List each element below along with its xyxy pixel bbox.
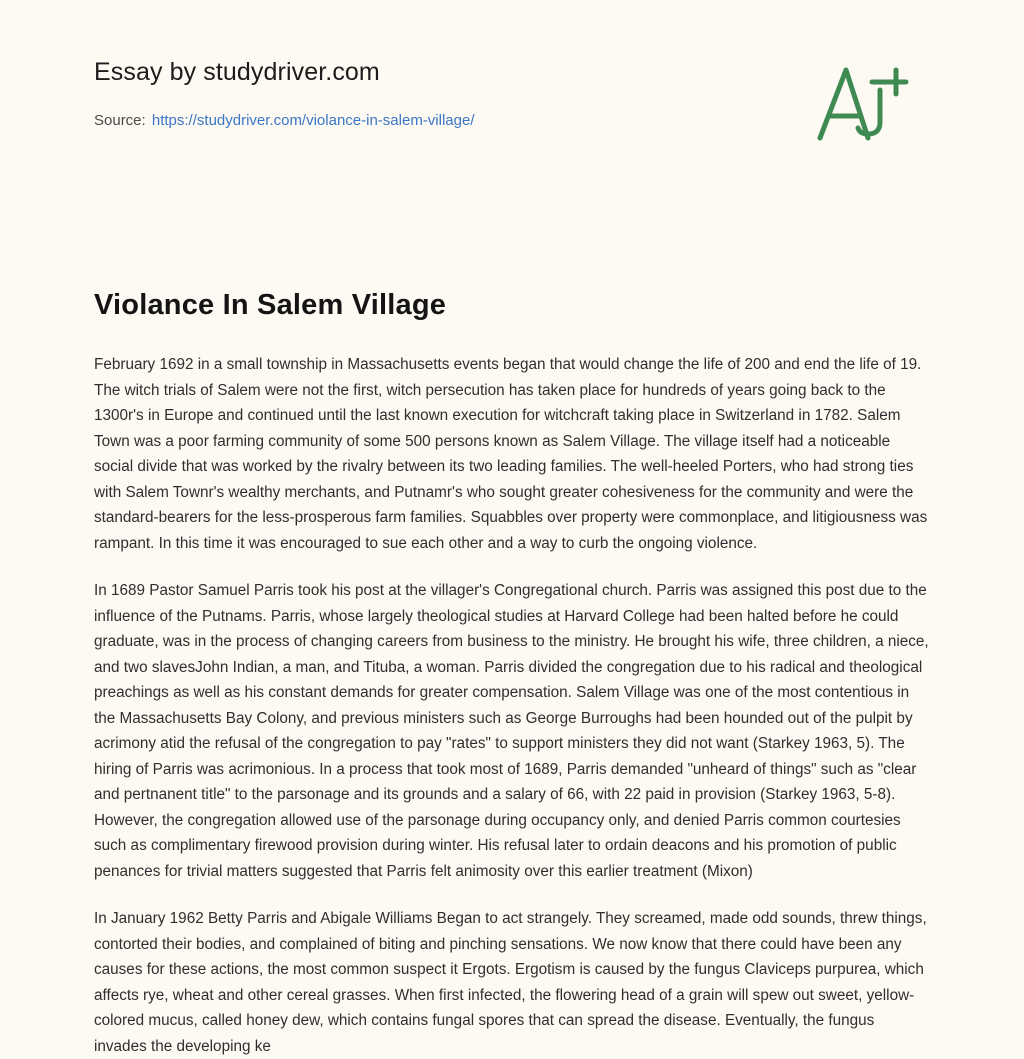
document-header — [94, 0, 930, 129]
page-title: Violance In Salem Village — [94, 289, 447, 321]
source-label: Source: — [94, 112, 146, 129]
source-url-link[interactable]: https://studydriver.com/violance-in-salem-village/ — [151, 112, 475, 129]
essay-by-prefix: Essay by — [94, 58, 204, 86]
paragraph: February 1692 in a small township in Massachusetts events began that would change the life of 200 and end the life of 19. The witch trials of Salem were not the first, witch persecution has taken place for hundreds of years going back to the 1300r's in Europe and continued until the last known execution for witchcraft taking place in Switzerland in 1782. Salem Town was a poor farming community of some 500 persons known as Salem Village. The village itself had a noticeable social divide that was worked by the rivalry between its two leading families. The well-heeled Porters, who had strong ties with Salem Townr's wealthy merchants, and Putnamr's who sought greater cohesiveness for the community and were the standard-bearers for the less-prosperous farm families. Squabbles over property were commonplace, and litigiousness was rampant. In this time it was encouraged to sue each other and a way to curb the ongoing violence. — [94, 356, 928, 552]
essay-byline — [94, 58, 930, 87]
paragraph: In 1689 Pastor Samuel Parris took his post at the villager's Congregational church. Parris was assigned this post due to the influence of the Putnams. Parris, whose largely theological studies at Harvard College had been halted before he could graduate, was in the process of changing careers from business to the ministry. He brought his wife, three children, a niece, and two slavesJohn Indian, a man, and Tituba, a woman. Parris divided the congregation due to his radical and theological preachings as well as his constant demands for greater compensation. Salem Village was one of the most contentious in the Massachusetts Bay Colony, and previous ministers such as George Burroughs had been hounded out of the pulpit by acrimony atid the refusal of the congregation to pay "rates" to support ministers they did not want (Starkey 1963, 5). The hiring of Parris was acrimonious. In a process that took most of 1689, Parris demanded "unheard of things" such as "clear and pertnanent title" to the parsonage and its grounds and a salary of 66, with 22 paid in provision (Starkey 1963, 5-8). However, the congregation allowed use of the parsonage during occupancy only, and denied Parris common courtesies such as complimentary firewood provision during winter. His refusal later to ordain deacons and his promotion of public penances for trivial matters suggested that Parris felt animosity over this earlier treatment (Mixon) — [94, 582, 929, 880]
studydriver-logo-icon — [810, 60, 920, 150]
document-body — [94, 322, 930, 1059]
source-line — [94, 112, 930, 129]
brand-name: studydriver.com — [203, 58, 380, 86]
paragraph: In January 1962 Betty Parris and Abigale Williams Began to act strangely. They screamed, made odd sounds, threw things, contorted their bodies, and complained of biting and pinching sensations. We now know that there could have been any causes for these actions, the most common suspect it Ergots. Ergotism is caused by the fungus Claviceps purpurea, which affects rye, wheat and other cereal grasses. When first infected, the flowering head of a grain will spew out sweet, yellow-colored mucus, called honey dew, which contains fungal spores that can spread the disease. Eventually, the fungus invades the developing ke — [94, 910, 927, 1055]
